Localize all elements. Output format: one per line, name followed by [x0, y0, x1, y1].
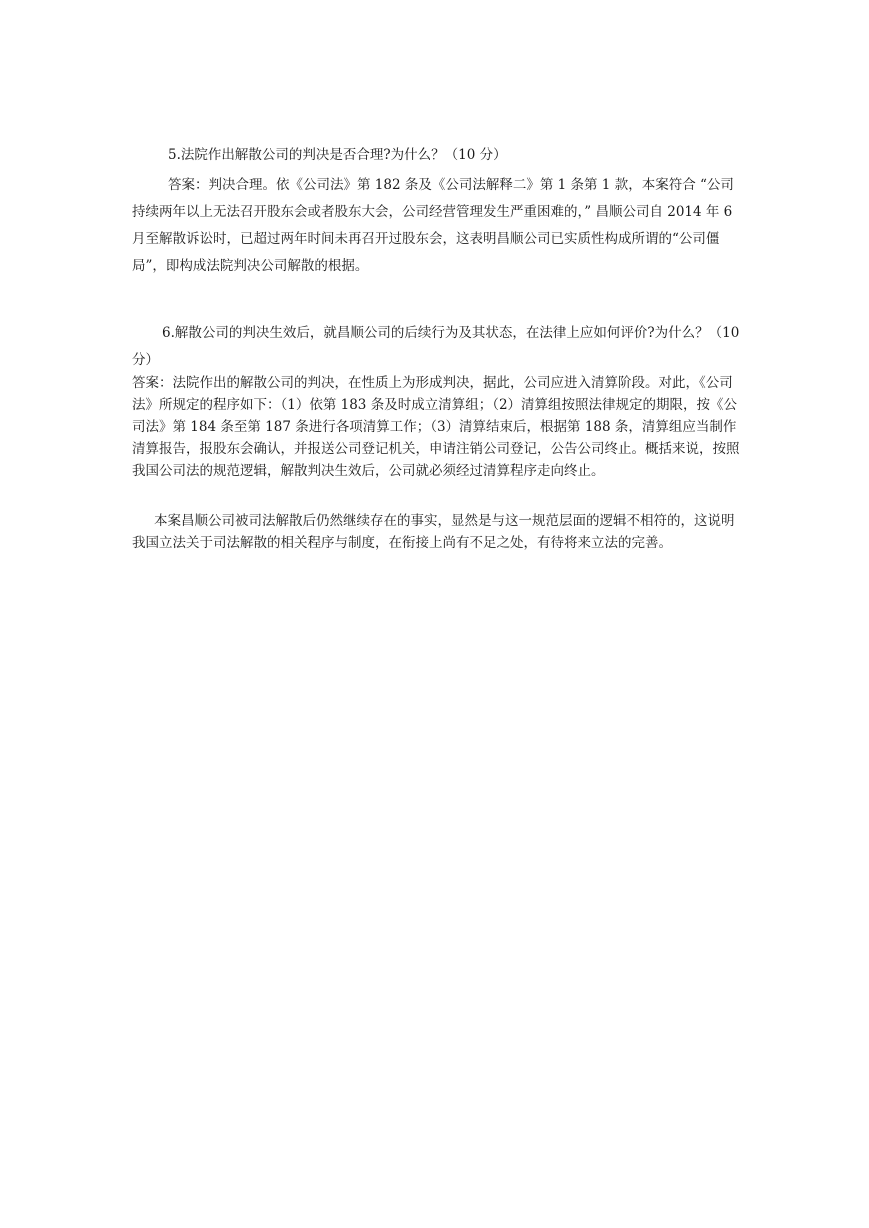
question-5-title: 5.法院作出解散公司的判决是否合理?为什么？（10 分）	[168, 147, 507, 163]
question-6-answer: 答案：法院作出的解散公司的判决，在性质上为形成判决，据此，公司应进入清算阶段。对此，《公司法》所规定的程序如下：（1）依第 183 条及时成立清算组；（2）清算组按照法律规定的期限，按《公司法》第 184 条至第 187 条进行各项清算工作；（3）清算结束后，根据第 188 条，清算组应当制作清算报告，报股东会确认，并报送公司登记机关，申请注销公司登记，公告公司终止。概括来说，按照我国公司法的规范逻辑，解散判决生效后，公司就必须经过清算程序走向终止。	[132, 375, 740, 479]
question-5-answer: 答案：判决合理。依《公司法》第 182 条及《公司法解释二》第 1 条第 1 款，本案符合 “公司持续两年以上无法召开股东会或者股东大会，公司经营管理发生严重困难的，” 昌顺公司自 2014 年 6 月至解散诉讼时，已超过两年时间未再召开过股东会，这表明昌顺公司已实质性构成所谓的“公司僵局”，即构成法院判决公司解散的根据。	[132, 177, 734, 274]
question-6-title: 6.解散公司的判决生效后，就昌顺公司的后续行为及其状态，在法律上应如何评价?为什么？（10 分）	[132, 325, 740, 368]
question-6-answer-continued: 本案昌顺公司被司法解散后仍然继续存在的事实，显然是与这一规范层面的逻辑不相符的，这说明我国立法关于司法解散的相关程序与制度，在衔接上尚有不足之处，有待将来立法的完善。	[132, 513, 735, 551]
